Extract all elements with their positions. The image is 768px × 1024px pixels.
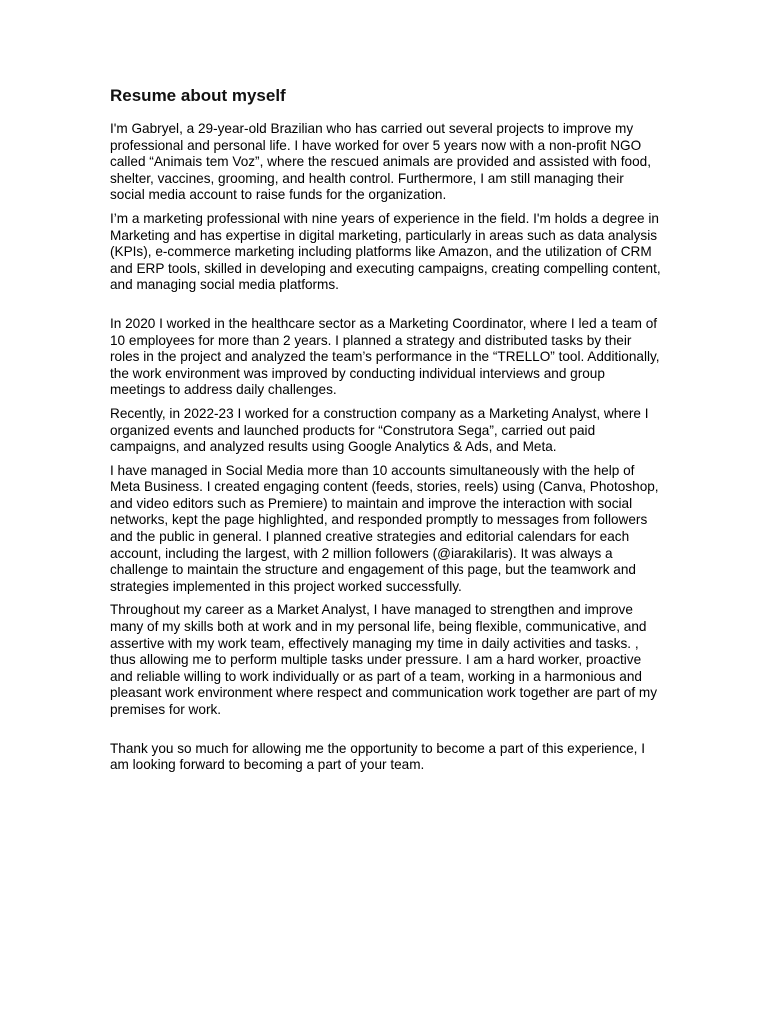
- paragraph-social-media: I have managed in Social Media more than 10 accounts simultaneously with the help of Meta Business. I created engaging content (feeds, stories, reels) using (Canva, Photoshop, and video editors such as Premiere) to maintain and improve the interaction with social networks, kept the page highlighted, and responded promptly to messages from followers and the public in general. I planned creative strategies and editorial calendars for each account, including the largest, with 2 million followers (@iarakilaris). It was always a challenge to maintain the structure and engagement of this page, but the teamwork and strategies implemented in this project worked successfully.: [110, 462, 659, 594]
- paragraph-closing: Thank you so much for allowing me the opportunity to become a part of this experience, I am looking forward to becoming a part of your team.: [110, 740, 645, 773]
- paragraph-intro: I'm Gabryel, a 29-year-old Brazilian who has carried out several projects to improve my professional and personal life. I have worked for over 5 years now with a non-profit NGO called “Animais tem Voz”, where the rescued animals are provided and assisted with food, shelter, vaccines, grooming, and health control. Furthermore, I am still managing their social media account to raise funds for the organization.: [110, 121, 652, 203]
- document-body: [110, 84, 662, 781]
- paragraph-marketing-profile: I’m a marketing professional with nine years of experience in the field. I'm holds a degree in Marketing and has expertise in digital marketing, particularly in areas such as data analysis (KPIs), e-commerce marketing including platforms like Amazon, and the utilization of CRM and ERP tools, skilled in developing and executing campaigns, creating compelling content, and managing social media platforms.: [110, 210, 661, 293]
- paragraph-construction-role: Recently, in 2022-23 I worked for a construction company as a Marketing Analyst, where I organized events and launched products for “Construtora Sega”, carried out paid campaigns, and analyzed results using Google Analytics & Ads, and Meta.: [110, 405, 649, 455]
- paragraph-healthcare-role: In 2020 I worked in the healthcare sector as a Marketing Coordinator, where I led a team of 10 employees for more than 2 years. I planned a strategy and distributed tasks by their roles in the project and analyzed the team’s performance in the “TRELLO” tool. Additionally, the work environment was improved by conducting individual interviews and group meetings to address daily challenges.: [110, 315, 660, 398]
- paragraph-skills: Throughout my career as a Market Analyst, I have managed to strengthen and improve many of my skills both at work and in my personal life, being flexible, communicative, and assertive with my work team, effectively managing my time in daily activities and tasks. , thus allowing me to perform multiple tasks under pressure. I am a hard worker, proactive and reliable willing to work individually or as part of a team, working in a harmonious and pleasant work environment where respect and communication work together are part of my premises for work.: [110, 602, 658, 717]
- document-title: Resume about myself: [110, 86, 286, 105]
